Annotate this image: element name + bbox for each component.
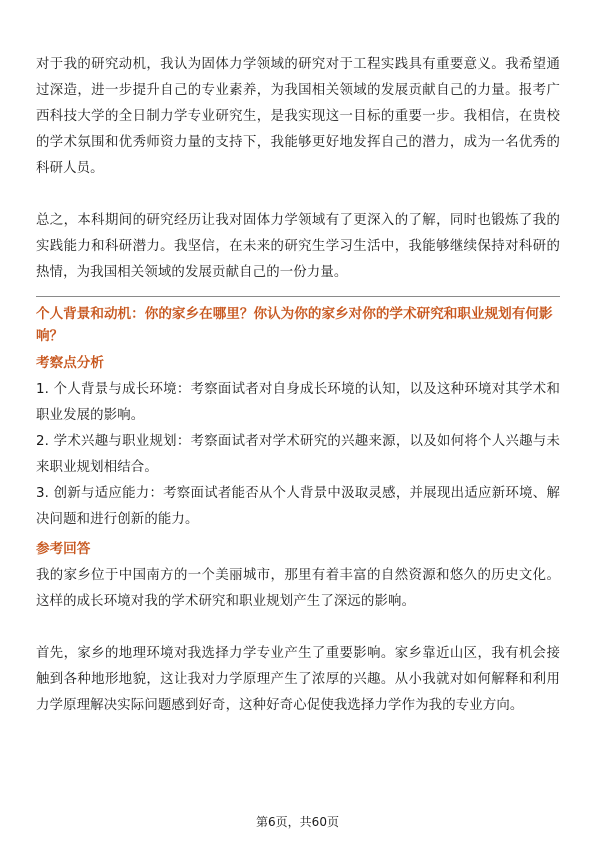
answer-paragraph-1: 我的家乡位于中国南方的一个美丽城市，那里有着丰富的自然资源和悠久的历史文化。这样的成长环境对我的学术研究和职业规划产生了深远的影响。 (36, 568, 560, 609)
answer-paragraph-2: 首先，家乡的地理环境对我选择力学专业产生了重要影响。家乡靠近山区，我有机会接触到各种地形地貌，这让我对力学原理产生了浓厚的兴趣。从小我就对如何解释和利用力学原理解决实际问题感到好奇，这种好奇心促使我选择力学作为我的专业方向。 (36, 646, 560, 713)
body-paragraph-motivation: 对于我的研究动机，我认为固体力学领域的研究对于工程实践具有重要意义。我希望通过深造，进一步提升自己的专业素养，为我国相关领域的发展贡献自己的力量。报考广西科技大学的全日制力学专业研究生，是我实现这一目标的重要一步。我相信，在贵校的学术氛围和优秀师资力量的支持下，我能够更好地发挥自己的潜力，成为一名优秀的科研人员。 (36, 57, 560, 176)
analysis-item-2: 2. 学术兴趣与职业规划：考察面试者对学术研究的兴趣来源，以及如何将个人兴趣与未来职业规划相结合。 (36, 434, 560, 475)
paragraph-spacer (36, 615, 560, 641)
analysis-item-1: 1. 个人背景与成长环境：考察面试者对自身成长环境的认知，以及这种环境对其学术和职业发展的影响。 (36, 382, 560, 423)
analysis-heading: 考察点分析 (36, 355, 104, 371)
analysis-item-3: 3. 创新与适应能力：考察面试者能否从个人背景中汲取灵感，并展现出适应新环境、解决问题和进行创新的能力。 (36, 486, 560, 527)
page-number-footer: 第6页，共60页 (256, 815, 339, 829)
page-content (36, 52, 560, 719)
section-divider (36, 296, 560, 297)
interview-question: 个人背景和动机：你的家乡在哪里？你认为你的家乡对你的学术研究和职业规划有何影响？ (36, 306, 553, 344)
paragraph-spacer (36, 182, 560, 208)
answer-heading: 参考回答 (36, 541, 91, 557)
body-paragraph-summary: 总之，本科期间的研究经历让我对固体力学领域有了更深入的了解，同时也锻炼了我的实践能力和科研潜力。我坚信，在未来的研究生学习生活中，我能够继续保持对科研的热情，为我国相关领域的发展贡献自己的一份力量。 (36, 213, 560, 280)
